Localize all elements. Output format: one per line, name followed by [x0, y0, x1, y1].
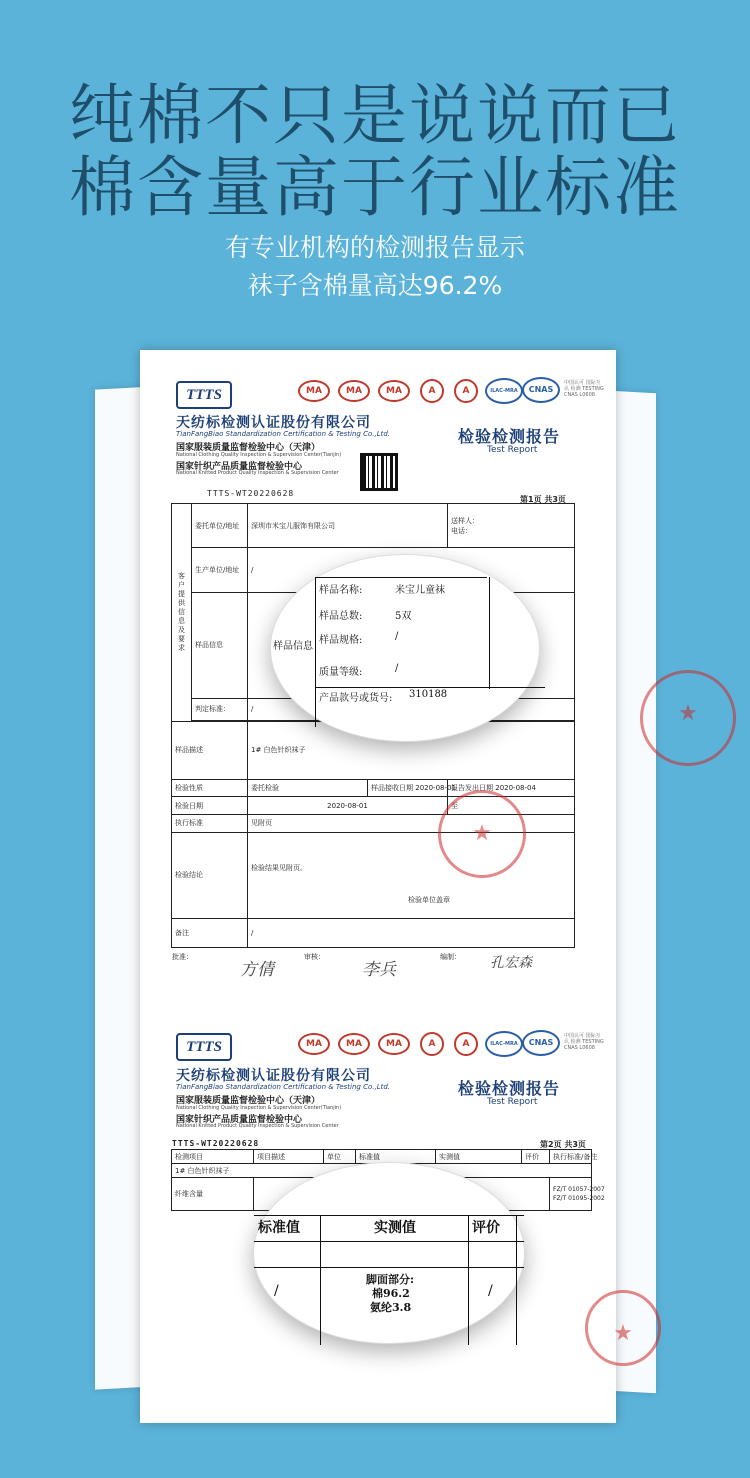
signature-approve: 方倩: [240, 960, 274, 980]
col-header: 项目描述: [254, 1150, 324, 1164]
page-indicator: 第1页 共3页: [520, 495, 566, 504]
mag2-header: 标准值: [258, 1220, 300, 1236]
client-label: 委托单位/地址: [192, 504, 248, 548]
report-title-cn: 检验检测报告: [458, 427, 561, 446]
ilac-mra-icon: ILAC-MRA: [485, 378, 523, 404]
cal-mark-icon: A: [420, 1032, 444, 1056]
org2-en: National Knitted Product Quality Inspection & Supervision Center: [176, 470, 339, 476]
mag2-slash: /: [274, 1283, 279, 1299]
report-date-label: 报告发出日期: [451, 783, 493, 792]
ttts-logo: TTTS: [176, 381, 232, 409]
red-seal-stamp-page2: ★: [585, 1290, 661, 1366]
phone-label: 电话：: [451, 526, 472, 535]
seal-label: 检验单位盖章: [408, 895, 450, 904]
org2-cn: 国家针织产品质量监督检验中心: [176, 462, 303, 472]
col-header: 执行标准/备注: [550, 1150, 592, 1164]
page-indicator: 第2页 共3页: [540, 1140, 586, 1149]
ilac-mra-icon: ILAC-MRA: [485, 1031, 523, 1057]
contact-label: 送样人：: [451, 516, 479, 525]
org2-cn: 国家针织产品质量监督检验中心: [176, 1115, 303, 1125]
red-seal-stamp-side: ★: [640, 670, 736, 766]
producer-label: 生产单位/地址: [192, 548, 248, 592]
mag1-row-value: 米宝儿童袜: [395, 585, 445, 596]
cal-mark-icon: A: [420, 379, 444, 403]
col-header: 评价: [522, 1150, 550, 1164]
mag2-header: 评价: [472, 1220, 500, 1236]
mag2-header: 实测值: [374, 1220, 416, 1236]
cma-mark-icon: MA: [378, 380, 410, 402]
col-header: 单位: [324, 1150, 356, 1164]
standard-value: /: [248, 698, 575, 720]
cnas-note: 中国认可 国际互认 检测 TESTING CNAS L0608: [564, 1033, 604, 1051]
mag1-row-label: 样品名称:: [319, 585, 363, 596]
compile-label: 编制：: [440, 953, 461, 961]
ttts-logo: TTTS: [176, 1033, 232, 1061]
cal-mark-icon: A: [454, 1032, 478, 1056]
doc-number: TTTS-WT20220628: [172, 1139, 260, 1148]
col-header: 检测项目: [172, 1150, 254, 1164]
headline-line-1: 纯棉不只是说说而已: [69, 77, 681, 154]
cal-mark-icon: A: [454, 379, 478, 403]
conclusion-label: 检验结论: [172, 832, 248, 918]
test-date-label: 检验日期: [172, 797, 248, 815]
remark-value: /: [248, 919, 575, 948]
mag1-side-label: 样品信息: [273, 641, 313, 652]
mag1-row-label: 质量等级:: [319, 667, 363, 678]
mag1-row-value: 310188: [409, 689, 448, 700]
report-date-value: 2020-08-04: [495, 783, 536, 792]
subtitle-line-2: 袜子含棉量高达96.2%: [247, 271, 503, 300]
standard-label: 判定标准：: [192, 698, 248, 720]
test-nature-label: 检验性质: [172, 779, 248, 797]
desc-value: 1# 白色针织袜子: [248, 722, 575, 780]
org1-en: National Clothing Quality Inspection & Supervision Center(Tianjin): [176, 1105, 342, 1111]
cma-mark-icon: MA: [338, 1033, 370, 1055]
report-title-cn: 检验检测报告: [458, 1079, 561, 1098]
cma-mark-icon: MA: [378, 1033, 410, 1055]
mag2-slash: /: [488, 1283, 493, 1299]
company-name-cn: 天纺标检测认证股份有限公司: [176, 415, 371, 431]
cnas-icon: CNAS: [522, 377, 560, 403]
exec-value: 见附页: [248, 815, 575, 833]
item-label: 纤维含量: [172, 1178, 254, 1211]
mag1-row-value: /: [395, 631, 399, 642]
producer-value: /: [248, 548, 575, 592]
company-name-en: TianFangBiao Standardization Certification & Testing Co.,Ltd.: [176, 1083, 391, 1091]
mag1-row-label: 样品总数:: [319, 611, 363, 622]
receive-date-label: 样品接收日期: [371, 783, 413, 792]
test-date-value: 2020-08-01: [248, 797, 448, 815]
company-name-cn: 天纺标检测认证股份有限公司: [176, 1068, 371, 1084]
col-header: 实测值: [436, 1150, 522, 1164]
sample-info-label: 样品信息: [192, 592, 248, 698]
mag2-part-label: 脚面部分:: [366, 1273, 415, 1286]
mag2-cotton: 棉96.2: [372, 1287, 410, 1300]
client-group-label: 客户提供信息及要求: [172, 504, 192, 722]
standard-2: FZ/T 01095-2002: [553, 1195, 605, 1202]
standard-1: FZ/T 01057-2007: [553, 1186, 605, 1193]
mag2-spandex: 氨纶3.8: [370, 1301, 412, 1314]
remark-label: 备注: [172, 919, 248, 948]
back-sheet-right: [610, 391, 656, 1393]
cnas-icon: CNAS: [522, 1030, 560, 1056]
review-label: 审核：: [304, 953, 325, 961]
mag1-row-label: 产品款号或货号:: [319, 693, 393, 704]
doc-number: TTTS-WT20220628: [207, 489, 295, 498]
conclusion-value: 检验结果见附页。: [251, 863, 307, 872]
approve-label: 批准：: [172, 953, 193, 961]
sample-row: 1# 白色针织袜子: [172, 1164, 592, 1178]
report-title-en: Test Report: [487, 445, 538, 455]
signature-review: 李兵: [362, 960, 396, 980]
mag1-row-label: 样品规格:: [319, 635, 363, 646]
qr-code: [360, 453, 398, 491]
report-title-en: Test Report: [487, 1097, 538, 1107]
col-header: 标准值: [356, 1150, 436, 1164]
mag1-row-value: 5双: [395, 611, 412, 622]
to-label: 至: [448, 797, 575, 815]
magnifier-fiber-content: [253, 1162, 525, 1344]
red-seal-stamp: ★: [438, 790, 526, 878]
org1-cn: 国家服装质量监督检验中心（天津）: [176, 1096, 321, 1106]
receive-date-value: 2020-08-01: [415, 783, 456, 792]
cma-mark-icon: MA: [298, 1033, 330, 1055]
org2-en: National Knitted Product Quality Inspection & Supervision Center: [176, 1123, 339, 1129]
cma-mark-icon: MA: [338, 380, 370, 402]
desc-label: 样品描述: [172, 722, 248, 780]
exec-label: 执行标准: [172, 815, 248, 833]
cnas-note: 中国认可 国际互认 检测 TESTING CNAS L0608: [564, 380, 604, 398]
test-nature-value: 委托检验: [248, 779, 368, 797]
mag1-row-value: /: [395, 663, 399, 674]
org1-en: National Clothing Quality Inspection & Supervision Center(Tianjin): [176, 452, 342, 458]
cma-mark-icon: MA: [298, 380, 330, 402]
client-value: 深圳市米宝儿服饰有限公司: [248, 504, 448, 548]
company-name-en: TianFangBiao Standardization Certification & Testing Co.,Ltd.: [176, 430, 391, 438]
signature-compile: 孔宏森: [490, 955, 532, 971]
headline-line-2: 棉含量高于行业标准: [69, 149, 681, 226]
magnifier-sample-info: [270, 554, 540, 742]
org1-cn: 国家服装质量监督检验中心（天津）: [176, 443, 321, 453]
subtitle-line-1: 有专业机构的检测报告显示: [224, 233, 525, 262]
